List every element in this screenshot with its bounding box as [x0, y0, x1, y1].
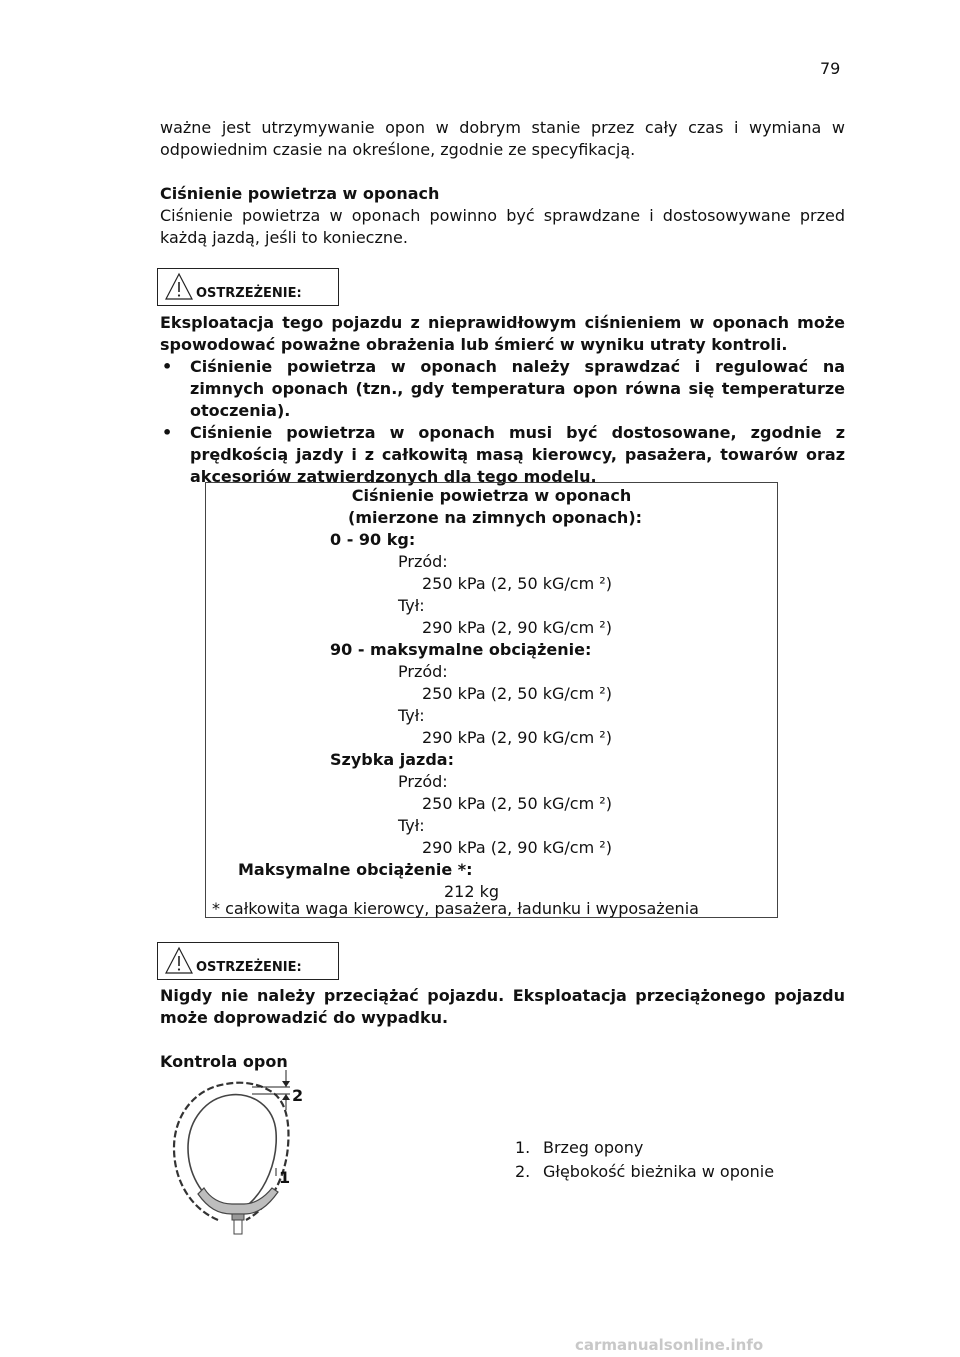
- list-item: 1. Brzeg opony: [515, 1138, 644, 1157]
- inspection-heading: Kontrola opon: [160, 1052, 288, 1071]
- rear-label: Tył:: [398, 596, 425, 615]
- pressure-heading: Ciśnienie powietrza w oponach: [160, 184, 440, 203]
- rear-label: Tył:: [398, 816, 425, 835]
- watermark: carmanualsonline.info: [575, 1336, 764, 1354]
- figure-label-2: 2: [292, 1086, 304, 1105]
- front-value: 250 kPa (2, 50 kG/cm ²): [422, 684, 612, 703]
- tire-cross-section-figure: [168, 1068, 308, 1238]
- max-load-value: 212 kg: [444, 882, 500, 901]
- warning-label: OSTRZEŻENIE:: [196, 286, 302, 301]
- load-90-max-label: 90 - maksymalne obciążenie:: [330, 640, 592, 659]
- rear-label: Tył:: [398, 706, 425, 725]
- front-value: 250 kPa (2, 50 kG/cm ²): [422, 574, 612, 593]
- rear-value: 290 kPa (2, 90 kG/cm ²): [422, 618, 612, 637]
- rear-value: 290 kPa (2, 90 kG/cm ²): [422, 728, 612, 747]
- warning-box-1: [157, 268, 339, 306]
- figure-legend: [515, 1136, 774, 1184]
- warning-label: OSTRZEŻENIE:: [196, 960, 302, 975]
- rear-value: 290 kPa (2, 90 kG/cm ²): [422, 838, 612, 857]
- front-label: Przód:: [398, 662, 448, 681]
- table-title-line-2: (mierzone na zimnych oponach):: [348, 508, 643, 527]
- pressure-paragraph: Ciśnienie powietrza w oponach powinno być sprawdzane i dostosowywane przed każdą jazdą, jeśli to konieczne.: [160, 206, 845, 247]
- warning-1-bullets: [160, 356, 845, 488]
- list-item: 2. Głębokość bieżnika w oponie: [515, 1162, 775, 1181]
- table-title-line-1: Ciśnienie powietrza w oponach: [351, 486, 632, 505]
- list-item: • Ciśnienie powietrza w oponach należy sprawdzać i regulować na zimnych oponach (tzn., gdy temperatura opon równa się temperaturze otoczenia).: [160, 356, 845, 422]
- intro-paragraph: ważne jest utrzymywanie opon w dobrym stanie przez cały czas i wymiana w odpowiednim czasie na określone, zgodnie ze specyfikacją.: [160, 118, 845, 159]
- front-value: 250 kPa (2, 50 kG/cm ²): [422, 794, 612, 813]
- load-0-90-label: 0 - 90 kg:: [330, 530, 416, 549]
- warning-2-text: Nigdy nie należy przeciążać pojazdu. Eksploatacja przeciążonego pojazdu może doprowadzić do wypadku.: [160, 986, 845, 1027]
- warning-box-2: [157, 942, 339, 980]
- max-load-label: Maksymalne obciążenie *:: [238, 860, 473, 879]
- warning-1-text: Eksploatacja tego pojazdu z nieprawidłowym ciśnieniem w oponach może spowodować poważne obrażenia lub śmierć w wyniku utraty kontroli.: [160, 313, 845, 354]
- high-speed-label: Szybka jazda:: [330, 750, 454, 769]
- page-number: 79: [820, 59, 841, 78]
- table-footnote: * całkowita waga kierowcy, pasażera, ładunku i wyposażenia: [212, 899, 699, 918]
- figure-label-1: 1: [279, 1168, 291, 1187]
- front-label: Przód:: [398, 552, 448, 571]
- warning-triangle-icon: [164, 272, 194, 302]
- warning-triangle-icon: [164, 946, 194, 976]
- list-item: • Ciśnienie powietrza w oponach musi być dostosowane, zgodnie z prędkością jazdy i z całkowitą masą kierowcy, pasażera, towarów oraz akcesoriów zatwierdzonych dla tego modelu.: [160, 422, 845, 488]
- tire-pressure-table: [205, 482, 778, 918]
- front-label: Przód:: [398, 772, 448, 791]
